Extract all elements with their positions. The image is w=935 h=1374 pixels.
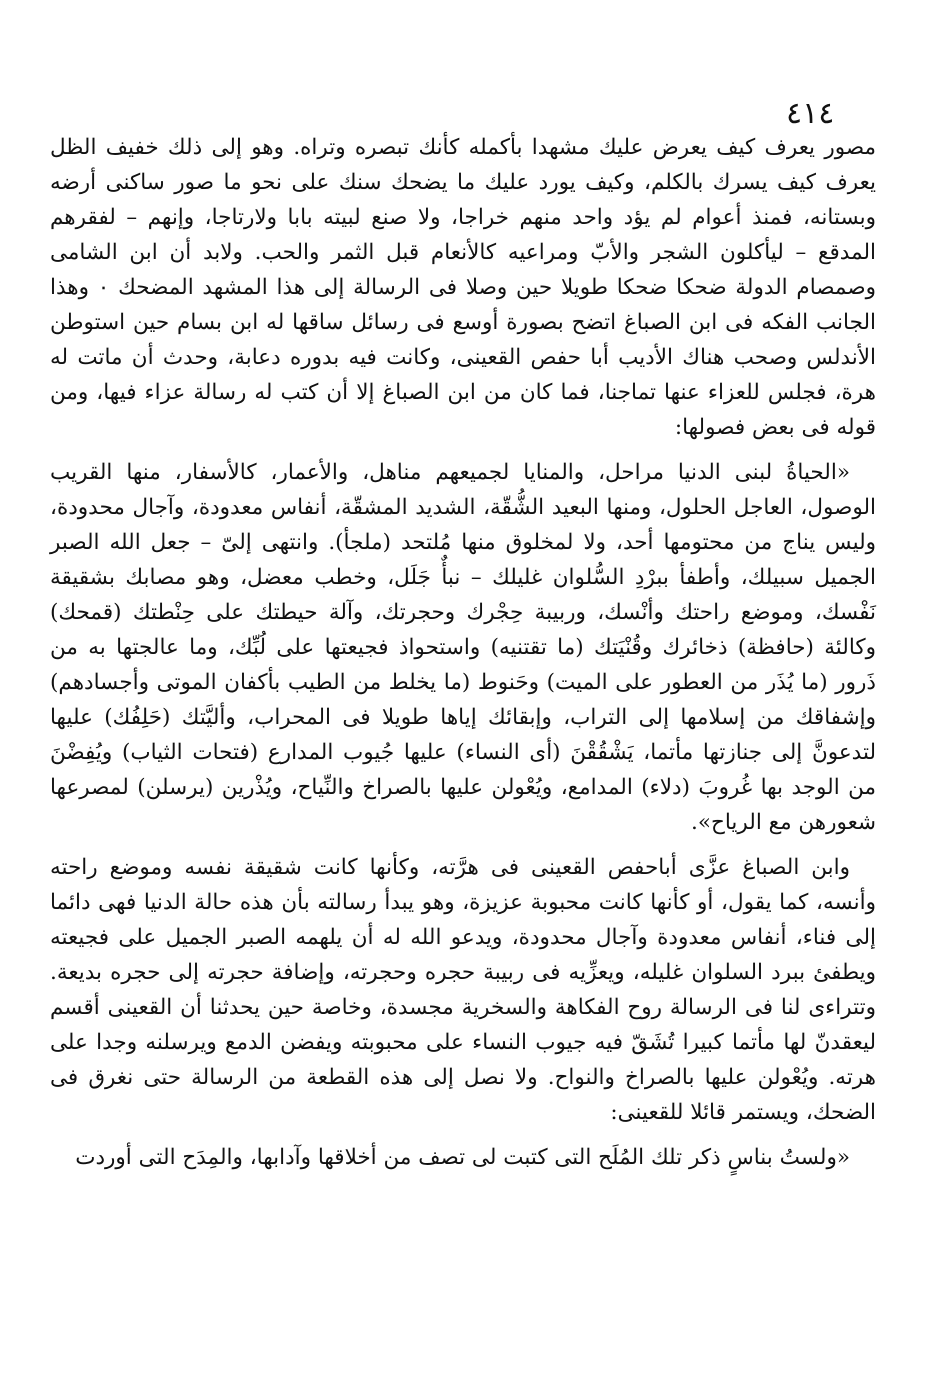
body-text — [50, 130, 876, 1175]
paragraph-quotation-continued: «ولستُ بناسٍ ذكر تلك المُلَح التى كتبت لى تصف من أخلاقها وآدابها، والمِدَح التى أوردت — [75, 1145, 850, 1170]
paragraph-quotation: «الحياةُ لبنى الدنيا مراحل، والمنايا لجميعهم مناهل، والأعمار، كالأسفار، منها القريب الوصول، العاجل الحلول، ومنها البعيد الشُّقّة، الشديد المشقّة، أنفاس معدودة، وآجال محدودة، وليس يناج من محتومها أحد، ولا لمخلوق منها مُلتحد (ملجأ). وانتهى إلىّ – جعل الله الصبر الجميل سبيلك، وأطفأ ببرْدِ السُّلوان غليلك – نبأٌ جَلَل، وخطب معضل، وهو مصابك بشقيقة نَفْسك، وموضع راحتك وأنْسك، وربيبة حِجْرك وحجرتك، وآلة حيطتك على حِنْطتك (قمحك) وكالئة (حافظة) ذخائرك وقُنْيَتك (ما تقتنيه) واستحواذ فجيعتها على لُبِّك، وما عالجتها به من ذَرور (ما يُذَر من العطور على الميت) وحَنوط (ما يخلط من الطيب بأكفان الموتى وأجسادهم) وإشفاقك من إسلامها إلى التراب، وإبقائك إياها طويلا فى المحراب، وأليَّتك (حَلِفُك) عليها لتدعونَّ إلى جنازتها مأتما، يَشْقُقْنَ (أى النساء) عليها جُيوب المدارع (فتحات الثياب) ويُفِضْنَ من الوجد بها غُروبَ (دلاء) المدامع، ويُعْولن عليها بالصراخ والنِّياح، ويُذْرين (يرسلن) لمصرعها شعورهن مع الرياح». — [50, 460, 876, 835]
page-number: ٤١٤ — [786, 96, 835, 131]
paragraph-commentary: وابن الصباغ عزَّى أباحفص القعينى فى هرَّته، وكأنها كانت شقيقة نفسه وموضع راحته وأنسه، كما يقول، أو كأنها كانت محبوبة عزيزة، وهو يبدأ رسالته بأن هذه حالة الدنيا فهى دائما إلى فناء، أنفاس معدودة وآجال محدودة، ويدعو الله له أن يلهمه الصبر الجميل على فجيعته ويطفئ ببرد السلوان غليله، ويعزِّيه فى ربيبة حجره وحجرته، وإضافة حجرته إلى حجره بديعة. وتتراءى لنا فى الرسالة روح الفكاهة والسخرية مجسدة، وخاصة حين يحدثنا أن القعينى أقسم ليعقدنّ لها مأتما كبيرا تُشَقّ فيه جيوب النساء على محبوبته ويفضن الدمع ويرسلنه وجدا على هرته. ويُعْولن عليها بالصراخ والنواح. ولا نصل إلى هذه القطعة من الرسالة حتى نغرق فى الضحك، ويستمر قائلا للقعينى: — [50, 855, 876, 1125]
paragraph-intro: مصور يعرف كيف يعرض عليك مشهدا بأكمله كأنك تبصره وتراه. وهو إلى ذلك خفيف الظل يعرف كيف يسرك بالكلم، وكيف يورد عليك ما يضحك سنك على نحو ما صور ساكنى أرضه وبستانه، فمنذ أعوام لم يؤد واحد منهم خراجا، ولا صنع لبيته بابا ولارتاجا، وإنهم – لفقرهم المدقع – ليأكلون الشجر والأبّ ومراعيه كالأنعام قبل الثمر والحب. ولابد أن ابن الشامى وصمصام الدولة ضحكا ضحكا طويلا حين وصلا فى الرسالة إلى هذا المشهد المضحك ٠ وهذا الجانب الفكه فى ابن الصباغ اتضح بصورة أوسع فى رسائل ساقها له ابن بسام حين استوطن الأندلس وصحب هناك الأديب أبا حفص القعينى، وكانت فيه بدوره دعابة، وحدث أن ماتت له هرة، فجلس للعزاء عنها تماجنا، فما كان من ابن الصباغ إلا أن كتب له رسالة عزاء فيها، ومن قوله فى بعض فصولها: — [50, 135, 876, 440]
